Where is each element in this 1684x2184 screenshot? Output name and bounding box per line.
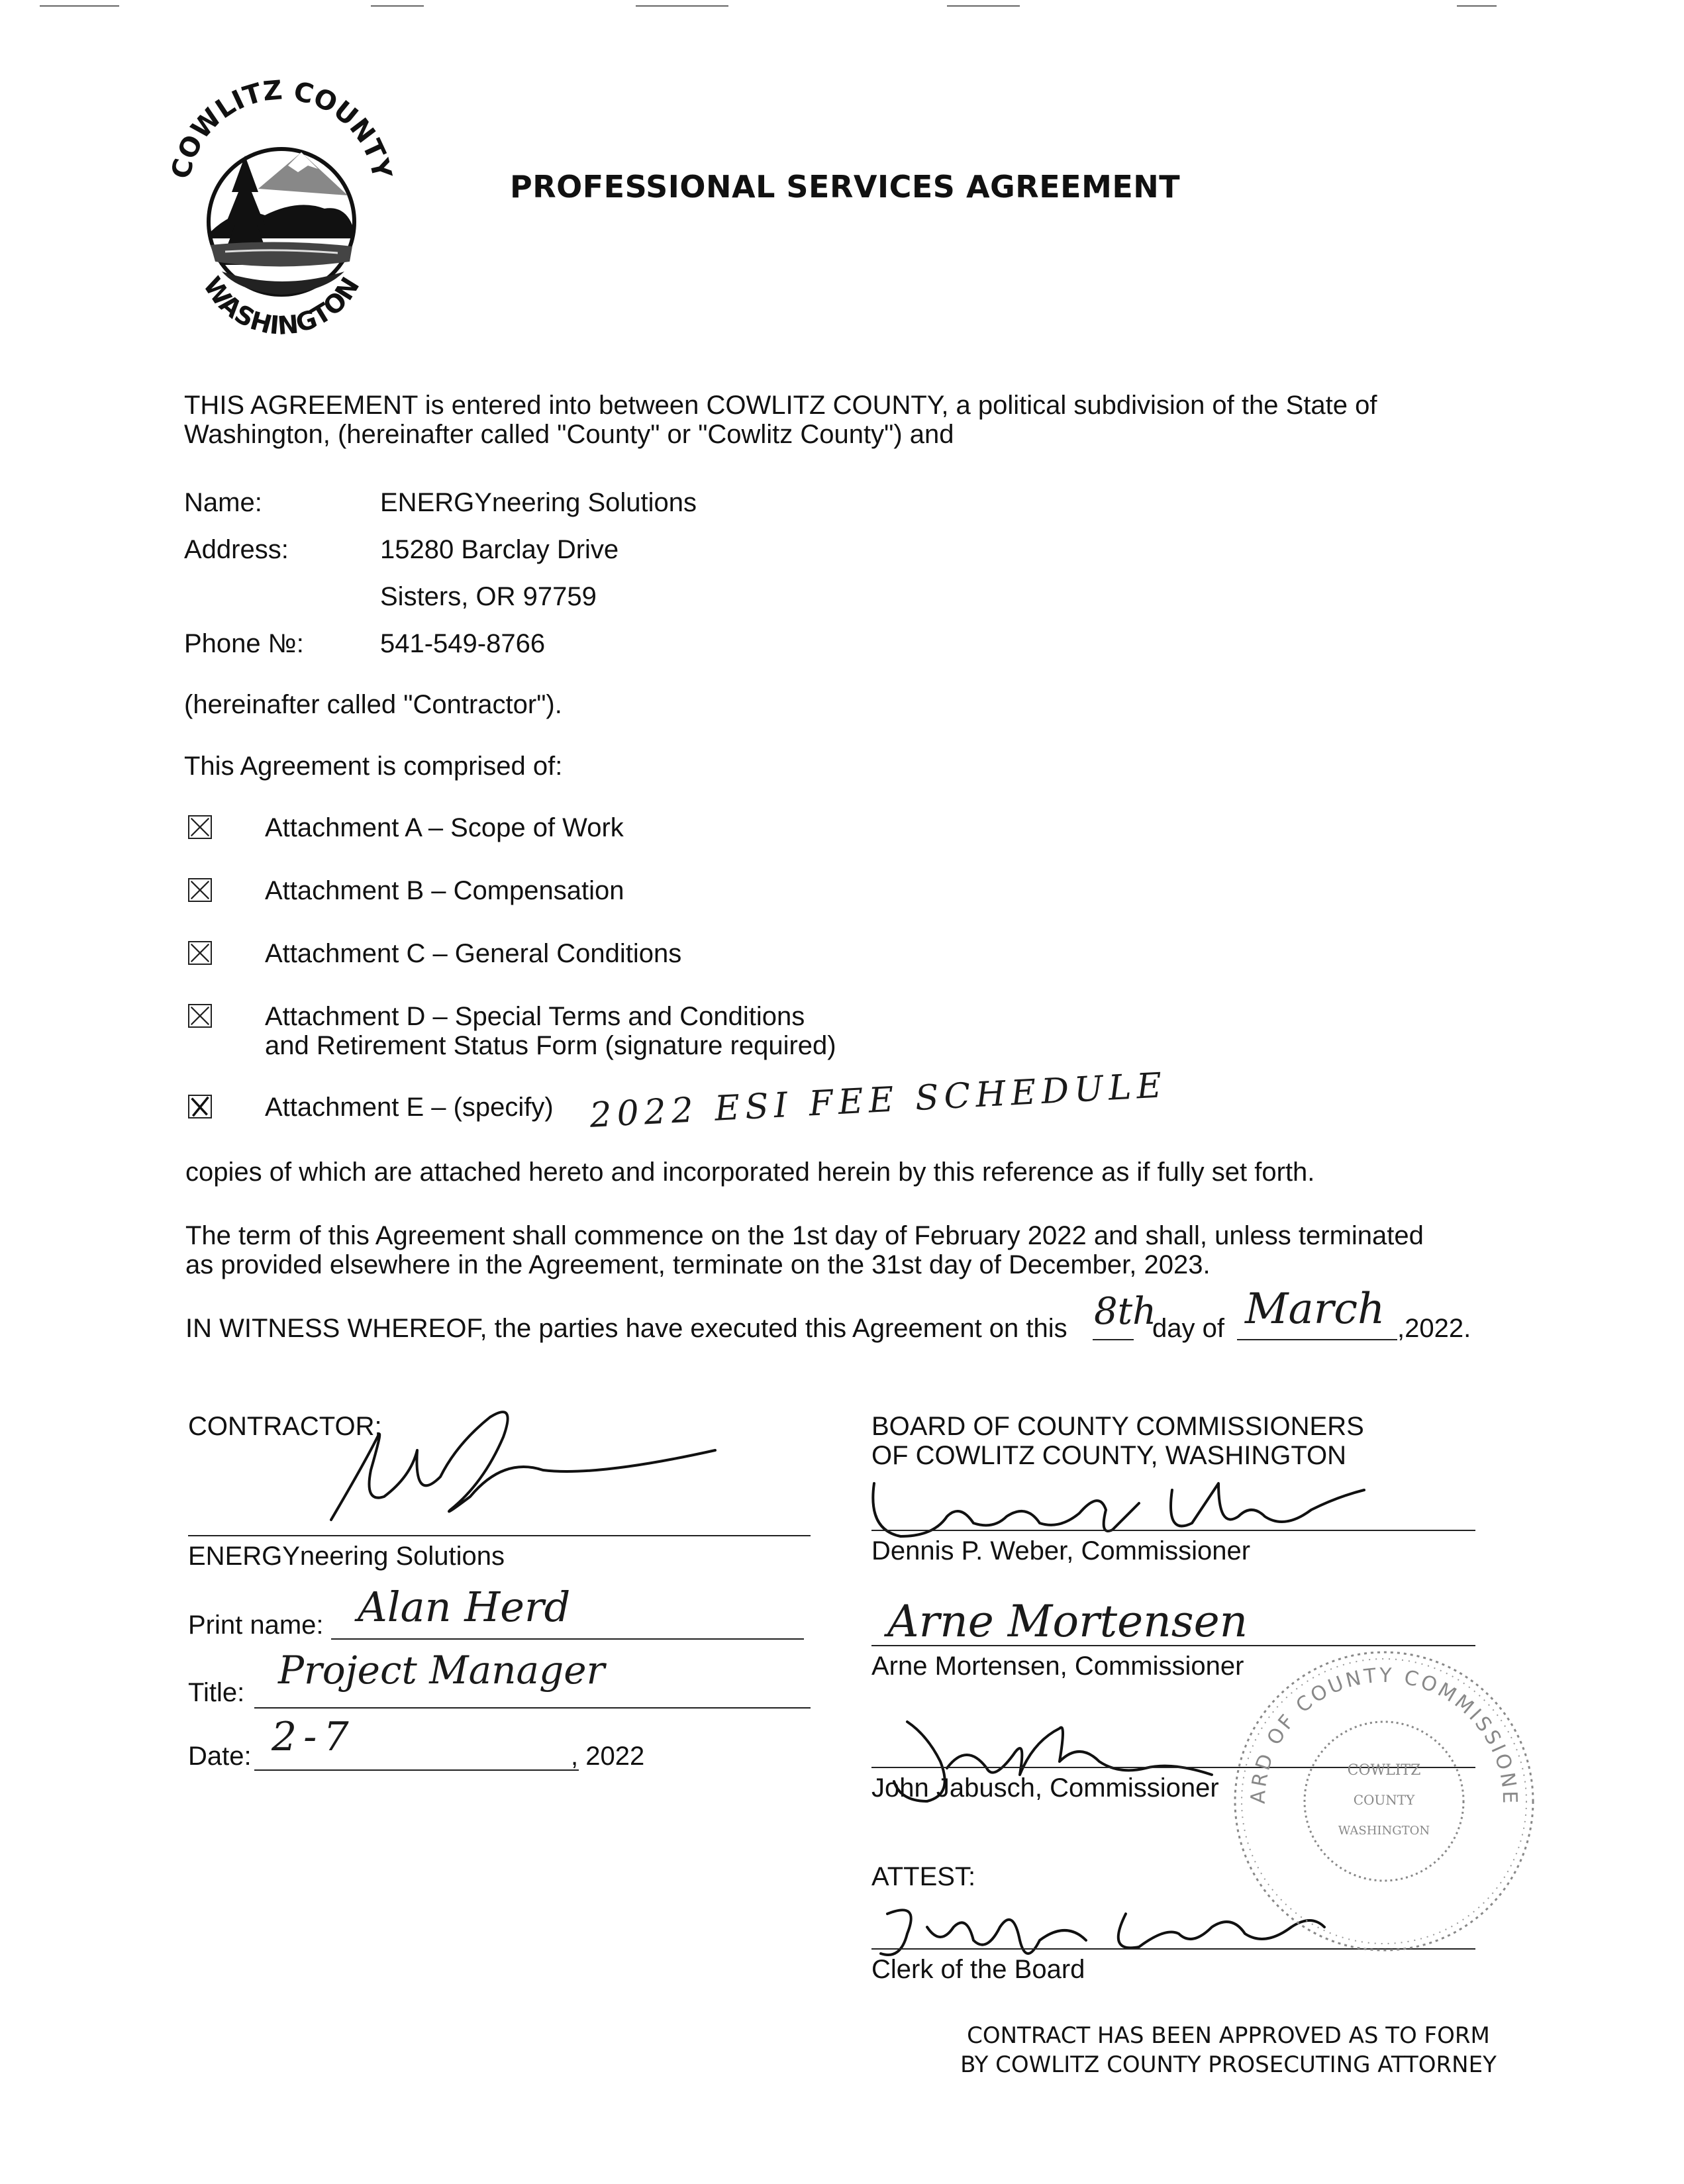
county-logo (159, 73, 397, 338)
contractor-heading: CONTRACTOR: (188, 1412, 382, 1441)
county-seal (1225, 1642, 1543, 1960)
witness-prefix: IN WITNESS WHEREOF, the parties have executed this Agreement on this (185, 1314, 1067, 1343)
phone-label: Phone №: (184, 629, 304, 658)
attachment-e-checkbox[interactable] (188, 1095, 212, 1118)
logo-top-text: COWLITZ COUNTY (166, 75, 397, 182)
phone-value: 541-549-8766 (380, 629, 546, 658)
commissioner-1-name: Dennis P. Weber, Commissioner (871, 1536, 1251, 1565)
print-name-label: Print name: (188, 1611, 324, 1640)
witness-month-line (1237, 1339, 1397, 1340)
seal-inner-2: COUNTY (1353, 1792, 1415, 1808)
contractor-signature-line (188, 1535, 811, 1536)
date-year: , 2022 (571, 1742, 645, 1771)
address-line-2: Sisters, OR 97759 (380, 582, 597, 611)
date-value[interactable]: 2-7 (272, 1714, 356, 1760)
attachment-c-checkbox[interactable] (188, 941, 212, 965)
contractor-company: ENERGYneering Solutions (188, 1542, 505, 1571)
attachment-d-label-2: and Retirement Status Form (signature required) (265, 1031, 836, 1060)
scan-artifact (636, 5, 728, 7)
commissioner-2-signature: Arne Mortensen (887, 1596, 1248, 1647)
date-line (254, 1769, 579, 1771)
logo-bottom-text: WASHINGTON (197, 272, 366, 338)
attachment-b-checkbox[interactable] (188, 878, 212, 902)
address-label: Address: (184, 535, 289, 564)
title-label: Title: (188, 1678, 245, 1707)
scan-artifact (1457, 5, 1497, 7)
svg-text:BOARD OF COUNTY COMMISSIONERS (1225, 1642, 1521, 1807)
term-line-1: The term of this Agreement shall commence on the 1st day of February 2022 and shall, unless terminated (185, 1221, 1424, 1250)
witness-day[interactable]: 8th (1094, 1290, 1157, 1333)
clerk-label: Clerk of the Board (871, 1955, 1085, 1984)
attachment-d-checkbox[interactable] (188, 1004, 212, 1028)
commissioner-1-signature (861, 1464, 1404, 1543)
commissioner-3-name: John Jabusch, Commissioner (871, 1773, 1219, 1803)
seal-inner-3: WASHINGTON (1338, 1824, 1430, 1838)
term-line-2: as provided elsewhere in the Agreement, terminate on the 31st day of December, 2023. (185, 1250, 1211, 1279)
footer-approval (954, 2021, 1503, 2079)
witness-month[interactable]: March (1245, 1285, 1385, 1334)
witness-middle: day of (1152, 1314, 1224, 1343)
attachment-a-checkbox[interactable] (188, 815, 212, 839)
print-name-line (331, 1638, 804, 1640)
witness-day-line (1093, 1339, 1134, 1340)
attachment-c-label: Attachment C – General Conditions (265, 939, 682, 968)
copies-text: copies of which are attached hereto and incorporated herein by this reference as if fully set forth. (185, 1158, 1315, 1187)
print-name-value[interactable]: Alan Herd (358, 1583, 571, 1631)
seal-outer-text: ARD OF COUNTY COMMISSIONE (1246, 1663, 1522, 1807)
attachment-b-label: Attachment B – Compensation (265, 876, 624, 905)
attachment-a-label: Attachment A – Scope of Work (265, 813, 624, 842)
title-value[interactable]: Project Manager (278, 1648, 605, 1693)
board-heading-2: OF COWLITZ COUNTY, WASHINGTON (871, 1441, 1347, 1470)
comprised-of-text: This Agreement is comprised of: (184, 752, 563, 781)
intro-line-2: Washington, (hereinafter called "County" or "Cowlitz County") and (184, 420, 954, 449)
name-label: Name: (184, 488, 262, 517)
board-heading-1: BOARD OF COUNTY COMMISSIONERS (871, 1412, 1364, 1441)
page-title: PROFESSIONAL SERVICES AGREEMENT (510, 169, 1181, 205)
title-line (254, 1707, 811, 1709)
date-label: Date: (188, 1742, 252, 1771)
footer-line-2: BY COWLITZ COUNTY PROSECUTING ATTORNEY (960, 2052, 1497, 2078)
hereinafter-text: (hereinafter called "Contractor"). (184, 690, 562, 719)
name-value: ENERGYneering Solutions (380, 488, 697, 517)
scan-artifact (947, 5, 1020, 7)
scan-artifact (371, 5, 424, 7)
attest-label: ATTEST: (871, 1862, 976, 1891)
attachment-e-label: Attachment E – (specify) (265, 1093, 554, 1122)
attachment-d-label: Attachment D – Special Terms and Conditions (265, 1002, 805, 1031)
witness-suffix: ,2022. (1397, 1314, 1471, 1343)
seal-inner-1: COWLITZ (1347, 1762, 1421, 1779)
address-line-1: 15280 Barclay Drive (380, 535, 619, 564)
scan-artifact (40, 5, 119, 7)
commissioner-2-name: Arne Mortensen, Commissioner (871, 1652, 1244, 1681)
contractor-signature (318, 1397, 728, 1536)
attachment-e-handwritten: 2022 ESI FEE SCHEDULE (589, 1066, 1168, 1136)
intro-line-1: THIS AGREEMENT is entered into between COWLITZ COUNTY, a political subdivision of the State of (184, 391, 1377, 420)
commissioner-1-line (871, 1530, 1475, 1531)
footer-line-1: CONTRACT HAS BEEN APPROVED AS TO FORM (967, 2022, 1490, 2049)
